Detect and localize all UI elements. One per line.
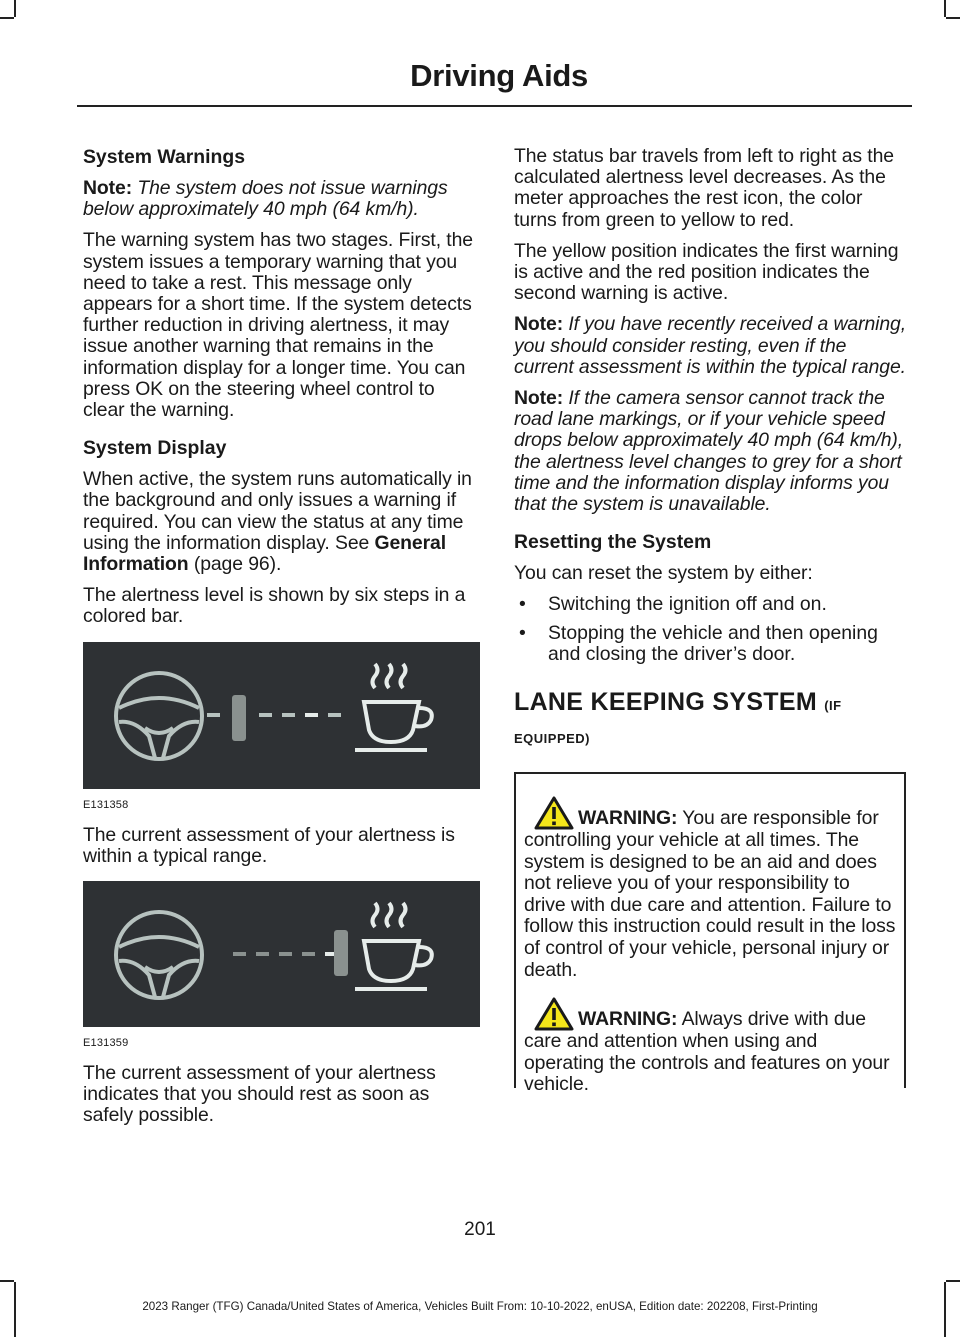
warning-text: Always drive with due care and attention when using and operating the controls and features on your vehicle. [524, 1008, 890, 1096]
paragraph-yellow: The yellow position indicates the first warning is active and the red position indicates the second warning is active. [514, 239, 899, 305]
crop-mark [14, 0, 16, 17]
steering-wheel-icon [116, 673, 202, 759]
coffee-cup-icon [355, 903, 432, 989]
list-item-text: Switching the ignition off and on. [548, 593, 827, 616]
header-rule [77, 105, 912, 107]
crop-mark [946, 17, 960, 19]
page-number: 201 [464, 1219, 496, 1240]
note-camera [514, 388, 906, 515]
heading-system-display: System Display [83, 437, 227, 460]
alertness-figure-rest [83, 881, 480, 1027]
left-column [83, 146, 480, 1137]
crop-mark [944, 0, 946, 17]
note-recent-warning [514, 314, 906, 378]
note-text: The system does not issue warnings below approximately 40 mph (64 km/h). [83, 177, 448, 221]
alertness-marker [334, 930, 348, 976]
paragraph-text: When active, the system runs automatically in the background and only issues a warning if required. You can view the status at any time using the information display. See [83, 468, 472, 554]
right-column [514, 145, 907, 1096]
alertness-bar [233, 930, 348, 976]
page-title: Driving Aids [410, 58, 588, 93]
warning-due-care [524, 997, 896, 1096]
crop-mark [0, 1280, 14, 1282]
warning-label: WARNING: [578, 807, 678, 830]
section-title: LANE KEEPING SYSTEM [514, 688, 817, 717]
note-text: If you have recently received a warning, you should consider resting, even if the current assessment is within the typical range. [514, 313, 907, 378]
section-suffix: (IF [824, 698, 842, 714]
warning-triangle-icon [534, 997, 574, 1031]
list-item [514, 594, 906, 615]
paragraph-status-bar: The status bar travels from left to right as the calculated alertness level decreases. As the meter approaches the rest icon, the color turns from green to yellow to red. [514, 145, 894, 231]
warning-box [514, 772, 906, 1096]
crop-mark [0, 17, 14, 19]
heading-resetting: Resetting the System [514, 531, 712, 554]
list-item-text: Stopping the vehicle and then opening and closing the driver’s door. [548, 621, 878, 665]
warning-label: WARNING: [578, 1008, 678, 1031]
paragraph-active [83, 469, 480, 575]
crop-mark [946, 1280, 960, 1282]
warning-triangle-icon [534, 796, 574, 830]
paragraph-reset: You can reset the system by either: [514, 562, 813, 585]
alertness-marker [232, 695, 246, 741]
note-speed [83, 178, 480, 220]
note-text: If the camera sensor cannot track the road lane markings, or if your vehicle speed drops below approximately 40 mph (64 km/h), the alertness level changes to grey for a short time and the information display informs you that the system is unavailable. [514, 387, 904, 516]
bullet-icon: • [519, 593, 526, 616]
section-heading-lane-keeping [514, 687, 906, 721]
figure-code: E131358 [83, 798, 129, 811]
footer-text: 2023 Ranger (TFG) Canada/United States of America, Vehicles Built From: 10-10-2022, enUSA, Edition date: 202208, First-Printing [142, 1300, 818, 1313]
coffee-cup-icon [355, 664, 432, 750]
heading-system-warnings: System Warnings [83, 146, 245, 168]
note-label: Note: [83, 177, 133, 199]
list-item [514, 623, 906, 665]
alertness-bar [207, 695, 341, 741]
cross-reference-link[interactable]: General Information [83, 531, 446, 576]
bullet-icon: • [519, 621, 526, 644]
alertness-display-graphic [83, 881, 480, 1027]
note-label: Note: [514, 313, 564, 336]
paragraph-two-stages: The warning system has two stages. First, the system issues a temporary warning that you need to take a rest. This message only appears for a short time. If the system detects further reduction in driving alertness, it may issue another warning that remains in the information display for a longer time. You can press OK on the steering wheel control to clear the warning. [83, 229, 473, 422]
reset-options-list [514, 594, 906, 665]
paragraph-text: (page 96). [188, 553, 282, 576]
alertness-figure-typical [83, 642, 480, 789]
paragraph-typical: The current assessment of your alertness is within a typical range. [83, 823, 455, 867]
section-suffix-continued: EQUIPPED) [514, 731, 591, 747]
paragraph-six-steps: The alertness level is shown by six steps in a colored bar. [83, 584, 466, 628]
alertness-display-graphic [83, 642, 480, 789]
warning-text: You are responsible for controlling your vehicle at all times. The system is designed to be an aid and does not relieve you of your responsibility to drive with due care and attention. Failure to follow this instruction could result in the loss of control of your vehicle, personal injury or death. [524, 807, 896, 981]
paragraph-rest: The current assessment of your alertness indicates that you should rest as soon as safely possible. [83, 1062, 436, 1127]
steering-wheel-icon [116, 912, 202, 998]
warning-responsible [524, 796, 896, 981]
figure-code: E131359 [83, 1037, 129, 1050]
note-label: Note: [514, 387, 564, 410]
